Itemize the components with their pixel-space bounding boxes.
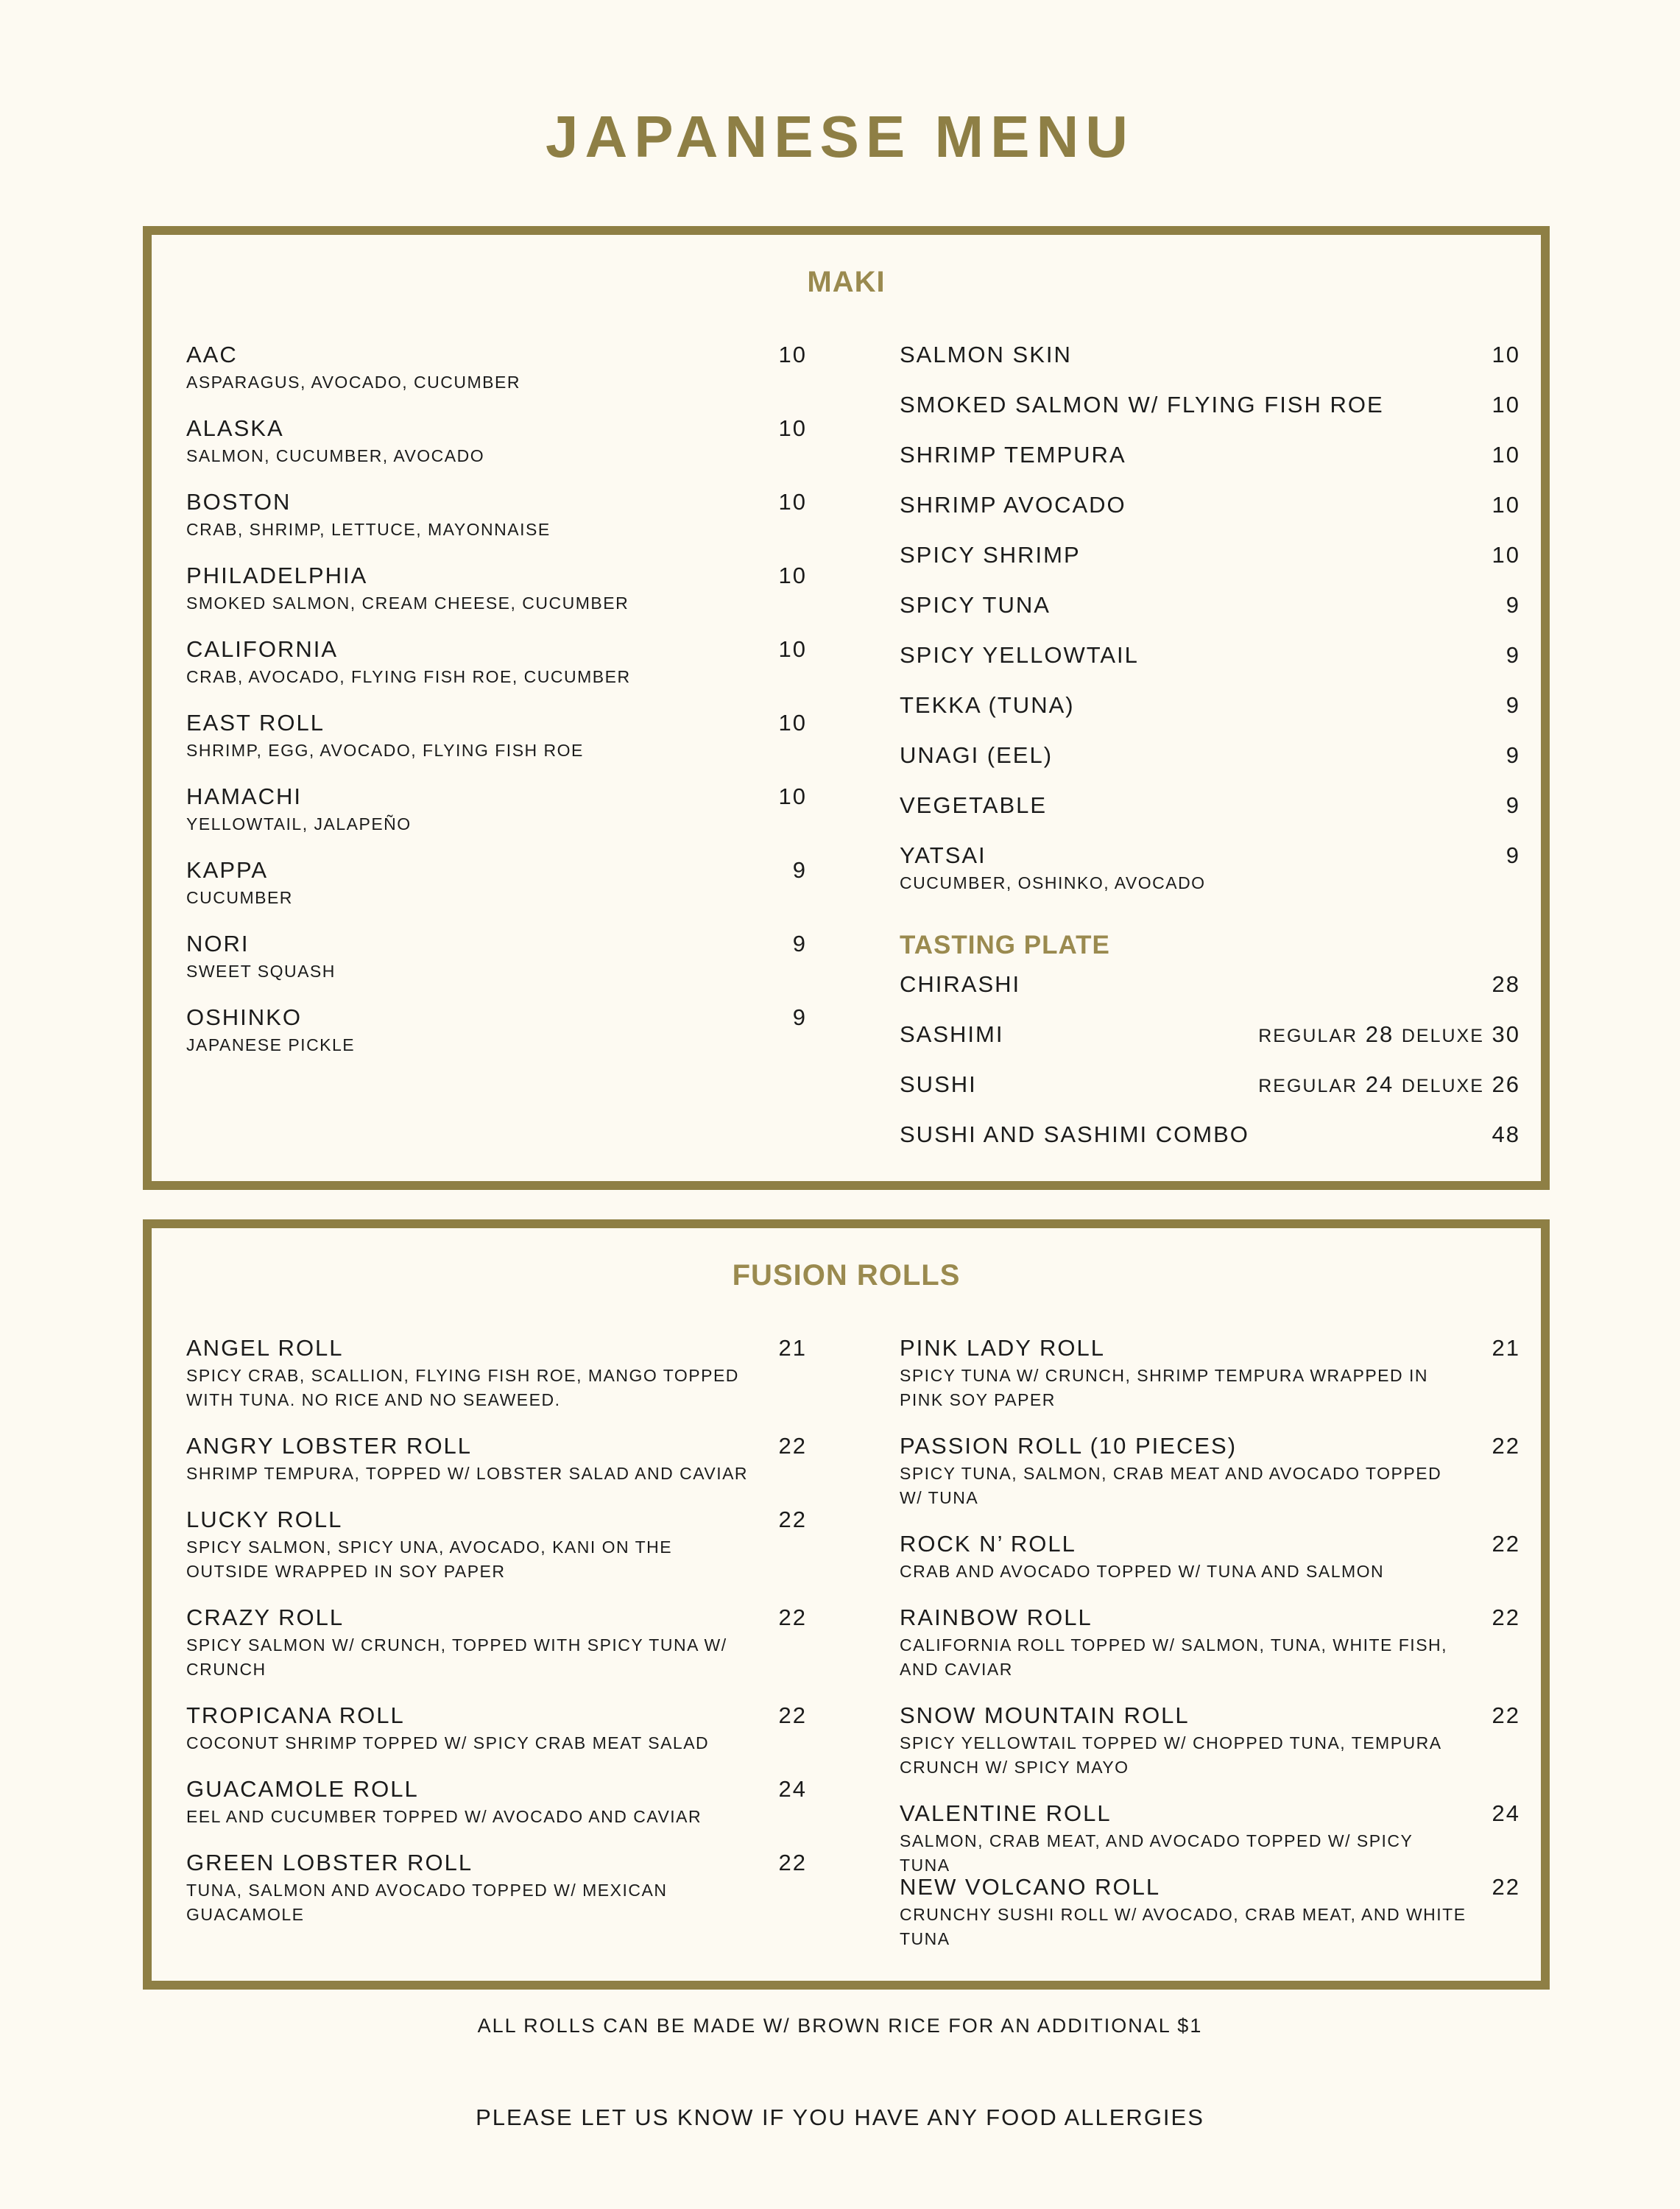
- item-description: CRUNCHY SUSHI ROLL W/ AVOCADO, CRAB MEAT, AND WHITE TUNA: [900, 1905, 1467, 1948]
- item-description: SMOKED SALMON, CREAM CHEESE, CUCUMBER: [186, 593, 629, 613]
- item-description: COCONUT SHRIMP TOPPED W/ SPICY CRAB MEAT SALAD: [186, 1733, 710, 1752]
- menu-item: [900, 1604, 1520, 1682]
- item-price: 10: [1492, 492, 1520, 518]
- menu-item: [186, 489, 807, 542]
- menu-item: [900, 1433, 1520, 1510]
- menu-item: [186, 710, 807, 763]
- item-price: 9: [1506, 742, 1520, 768]
- item-price: 9: [1506, 792, 1520, 818]
- item-price: 10: [778, 489, 807, 515]
- item-name: SNOW MOUNTAIN ROLL: [900, 1702, 1190, 1728]
- item-price: 22: [778, 1433, 807, 1459]
- item-description: JAPANESE PICKLE: [186, 1035, 356, 1054]
- item-price: 10: [778, 636, 807, 662]
- menu-item: [186, 783, 807, 836]
- menu-item: [186, 1776, 807, 1829]
- item-price: 10: [1492, 542, 1520, 568]
- item-price: 21: [778, 1335, 807, 1361]
- menu-item: [186, 1850, 807, 1927]
- item-name: SUSHI: [900, 1071, 977, 1097]
- item-name: VEGETABLE: [900, 792, 1048, 818]
- item-price: 10: [1492, 442, 1520, 468]
- deluxe-label: DELUXE: [1401, 1076, 1484, 1096]
- menu-title: JAPANESE MENU: [545, 104, 1135, 169]
- item-description: CUCUMBER: [186, 888, 293, 907]
- item-name: ROCK N’ ROLL: [900, 1531, 1076, 1557]
- item-name: AAC: [186, 342, 238, 367]
- item-price: 22: [778, 1604, 807, 1630]
- regular-price: 28: [1365, 1021, 1394, 1047]
- item-price: 9: [792, 1004, 807, 1030]
- menu-item: [900, 1531, 1520, 1584]
- menu-item: [900, 342, 1520, 368]
- fusion-rolls-title: FUSION ROLLS: [732, 1259, 961, 1292]
- item-name: SHRIMP AVOCADO: [900, 492, 1126, 518]
- item-name: RAINBOW ROLL: [900, 1604, 1093, 1630]
- menu-item: [186, 1702, 807, 1755]
- item-price: 10: [1492, 392, 1520, 418]
- menu-item: [186, 636, 807, 689]
- item-name: ANGEL ROLL: [186, 1335, 344, 1361]
- item-description: TUNA, SALMON AND AVOCADO TOPPED W/ MEXICAN GUACAMOLE: [186, 1881, 668, 1924]
- item-price: 22: [1492, 1604, 1520, 1630]
- item-price: 9: [792, 857, 807, 883]
- item-description: SPICY TUNA W/ CRUNCH, SHRIMP TEMPURA WRAPPED IN PINK SOY PAPER: [900, 1366, 1429, 1409]
- menu-item: [186, 415, 807, 468]
- item-price: 22: [1492, 1702, 1520, 1728]
- item-price: 22: [778, 1702, 807, 1728]
- item-name: PASSION ROLL (10 PIECES): [900, 1433, 1238, 1459]
- item-price: 9: [792, 931, 807, 956]
- menu-item: [900, 442, 1520, 468]
- item-price: 10: [778, 415, 807, 441]
- item-description: SHRIMP, EGG, AVOCADO, FLYING FISH ROE: [186, 741, 584, 760]
- menu-item: [186, 1004, 807, 1057]
- item-price: 10: [778, 783, 807, 809]
- item-description: SPICY YELLOWTAIL TOPPED W/ CHOPPED TUNA, TEMPURA CRUNCH W/ SPICY MAYO: [900, 1733, 1441, 1777]
- menu-item: [186, 1507, 807, 1584]
- item-description: CRAB AND AVOCADO TOPPED W/ TUNA AND SALMON: [900, 1562, 1385, 1581]
- item-name: HAMACHI: [186, 783, 302, 809]
- item-name: NORI: [186, 931, 250, 956]
- item-name: UNAGI (EEL): [900, 742, 1053, 768]
- item-name: SPICY SHRIMP: [900, 542, 1081, 568]
- item-name: SUSHI AND SASHIMI COMBO: [900, 1121, 1249, 1147]
- item-price: 9: [1506, 842, 1520, 868]
- item-description: SPICY SALMON, SPICY UNA, AVOCADO, KANI ON THE OUTSIDE WRAPPED IN SOY PAPER: [186, 1537, 673, 1581]
- menu-item: [186, 1433, 807, 1486]
- item-name: TROPICANA ROLL: [186, 1702, 405, 1728]
- menu-item: [900, 542, 1520, 568]
- menu-item: [900, 492, 1520, 518]
- item-name: PINK LADY ROLL: [900, 1335, 1105, 1361]
- item-name: GUACAMOLE ROLL: [186, 1776, 419, 1802]
- item-price: 48: [1492, 1121, 1520, 1147]
- item-description: YELLOWTAIL, JALAPEÑO: [186, 814, 412, 834]
- item-name: CHIRASHI: [900, 971, 1021, 997]
- item-name: GREEN LOBSTER ROLL: [186, 1850, 473, 1875]
- item-name: VALENTINE ROLL: [900, 1800, 1112, 1826]
- item-description: CUCUMBER, OSHINKO, AVOCADO: [900, 873, 1206, 892]
- item-name: BOSTON: [186, 489, 292, 515]
- menu-item: [900, 792, 1520, 819]
- item-name: CALIFORNIA: [186, 636, 339, 662]
- item-price: 10: [778, 342, 807, 367]
- item-name: TEKKA (TUNA): [900, 692, 1075, 718]
- deluxe-label: DELUXE: [1401, 1026, 1484, 1046]
- allergy-note: PLEASE LET US KNOW IF YOU HAVE ANY FOOD ALLERGIES: [476, 2104, 1204, 2130]
- menu-item: [900, 692, 1520, 719]
- item-description: SALMON, CUCUMBER, AVOCADO: [186, 446, 485, 465]
- item-price: 9: [1506, 692, 1520, 718]
- maki-section: [143, 226, 1550, 1190]
- menu-item: [186, 1604, 807, 1682]
- item-description: CRAB, SHRIMP, LETTUCE, MAYONNAISE: [186, 520, 551, 539]
- deluxe-price: 30: [1492, 1021, 1520, 1047]
- item-name: YATSAI: [900, 842, 987, 868]
- item-name: SPICY TUNA: [900, 592, 1051, 618]
- brown-rice-note: ALL ROLLS CAN BE MADE W/ BROWN RICE FOR AN ADDITIONAL $1: [477, 2015, 1203, 2037]
- item-name: KAPPA: [186, 857, 269, 883]
- item-name: SPICY YELLOWTAIL: [900, 642, 1139, 668]
- item-price: 10: [778, 710, 807, 736]
- menu-item: [186, 342, 807, 395]
- item-price: 22: [1492, 1433, 1520, 1459]
- menu-item: [900, 1874, 1520, 1951]
- menu-item: [186, 1335, 807, 1412]
- item-name: NEW VOLCANO ROLL: [900, 1874, 1161, 1900]
- item-price-options: [1258, 1021, 1520, 1049]
- item-name: EAST ROLL: [186, 710, 325, 736]
- item-description: ASPARAGUS, AVOCADO, CUCUMBER: [186, 373, 520, 392]
- item-price-options: [1258, 1071, 1520, 1099]
- menu-item: [900, 1702, 1520, 1780]
- item-name: ANGRY LOBSTER ROLL: [186, 1433, 473, 1459]
- menu-item: [900, 1071, 1520, 1098]
- item-price: 22: [1492, 1874, 1520, 1900]
- item-name: CRAZY ROLL: [186, 1604, 345, 1630]
- item-price: 22: [1492, 1531, 1520, 1557]
- item-price: 22: [778, 1507, 807, 1532]
- item-price: 21: [1492, 1335, 1520, 1361]
- item-price: 24: [778, 1776, 807, 1802]
- item-name: SALMON SKIN: [900, 342, 1072, 367]
- item-description: CRAB, AVOCADO, FLYING FISH ROE, CUCUMBER: [186, 667, 631, 686]
- item-price: 9: [1506, 642, 1520, 668]
- item-description: SWEET SQUASH: [186, 962, 336, 981]
- tasting-plate-title: TASTING PLATE: [900, 931, 1110, 959]
- item-description: SPICY CRAB, SCALLION, FLYING FISH ROE, MANGO TOPPED WITH TUNA. NO RICE AND NO SEAWEED.: [186, 1366, 739, 1409]
- item-description: SHRIMP TEMPURA, TOPPED W/ LOBSTER SALAD AND CAVIAR: [186, 1464, 749, 1483]
- regular-label: REGULAR: [1258, 1026, 1358, 1046]
- item-name: SASHIMI: [900, 1021, 1004, 1047]
- menu-item: [900, 1335, 1520, 1412]
- item-name: SMOKED SALMON W/ FLYING FISH ROE: [900, 392, 1384, 418]
- item-name: OSHINKO: [186, 1004, 302, 1030]
- menu-item: [186, 931, 807, 984]
- item-description: CALIFORNIA ROLL TOPPED W/ SALMON, TUNA, WHITE FISH, AND CAVIAR: [900, 1635, 1448, 1679]
- fusion-rolls-section: [143, 1219, 1550, 1990]
- item-name: SHRIMP TEMPURA: [900, 442, 1126, 468]
- item-description: SPICY SALMON W/ CRUNCH, TOPPED WITH SPICY TUNA W/ CRUNCH: [186, 1635, 727, 1679]
- item-name: LUCKY ROLL: [186, 1507, 343, 1532]
- item-price: 9: [1506, 592, 1520, 618]
- item-price: 22: [778, 1850, 807, 1875]
- item-name: ALASKA: [186, 415, 284, 441]
- regular-label: REGULAR: [1258, 1076, 1358, 1096]
- menu-item: [900, 971, 1520, 998]
- menu-item: [900, 642, 1520, 669]
- item-price: 28: [1492, 971, 1520, 997]
- menu-item: [900, 742, 1520, 769]
- menu-item: [186, 563, 807, 616]
- menu-item: [900, 842, 1520, 895]
- item-name: PHILADELPHIA: [186, 563, 368, 588]
- menu-item: [900, 1021, 1520, 1048]
- menu-item: [186, 857, 807, 910]
- item-price: 10: [778, 563, 807, 588]
- item-description: EEL AND CUCUMBER TOPPED W/ AVOCADO AND CAVIAR: [186, 1807, 702, 1826]
- regular-price: 24: [1365, 1071, 1394, 1097]
- item-price: 24: [1492, 1800, 1520, 1826]
- menu-item: [900, 1121, 1520, 1148]
- item-description: SALMON, CRAB MEAT, AND AVOCADO TOPPED W/ SPICY TUNA: [900, 1831, 1413, 1875]
- item-description: SPICY TUNA, SALMON, CRAB MEAT AND AVOCADO TOPPED W/ TUNA: [900, 1464, 1442, 1507]
- menu-item: [900, 1800, 1520, 1878]
- maki-title: MAKI: [807, 266, 886, 298]
- menu-item: [900, 592, 1520, 619]
- item-price: 10: [1492, 342, 1520, 367]
- deluxe-price: 26: [1492, 1071, 1520, 1097]
- menu-item: [900, 392, 1520, 418]
